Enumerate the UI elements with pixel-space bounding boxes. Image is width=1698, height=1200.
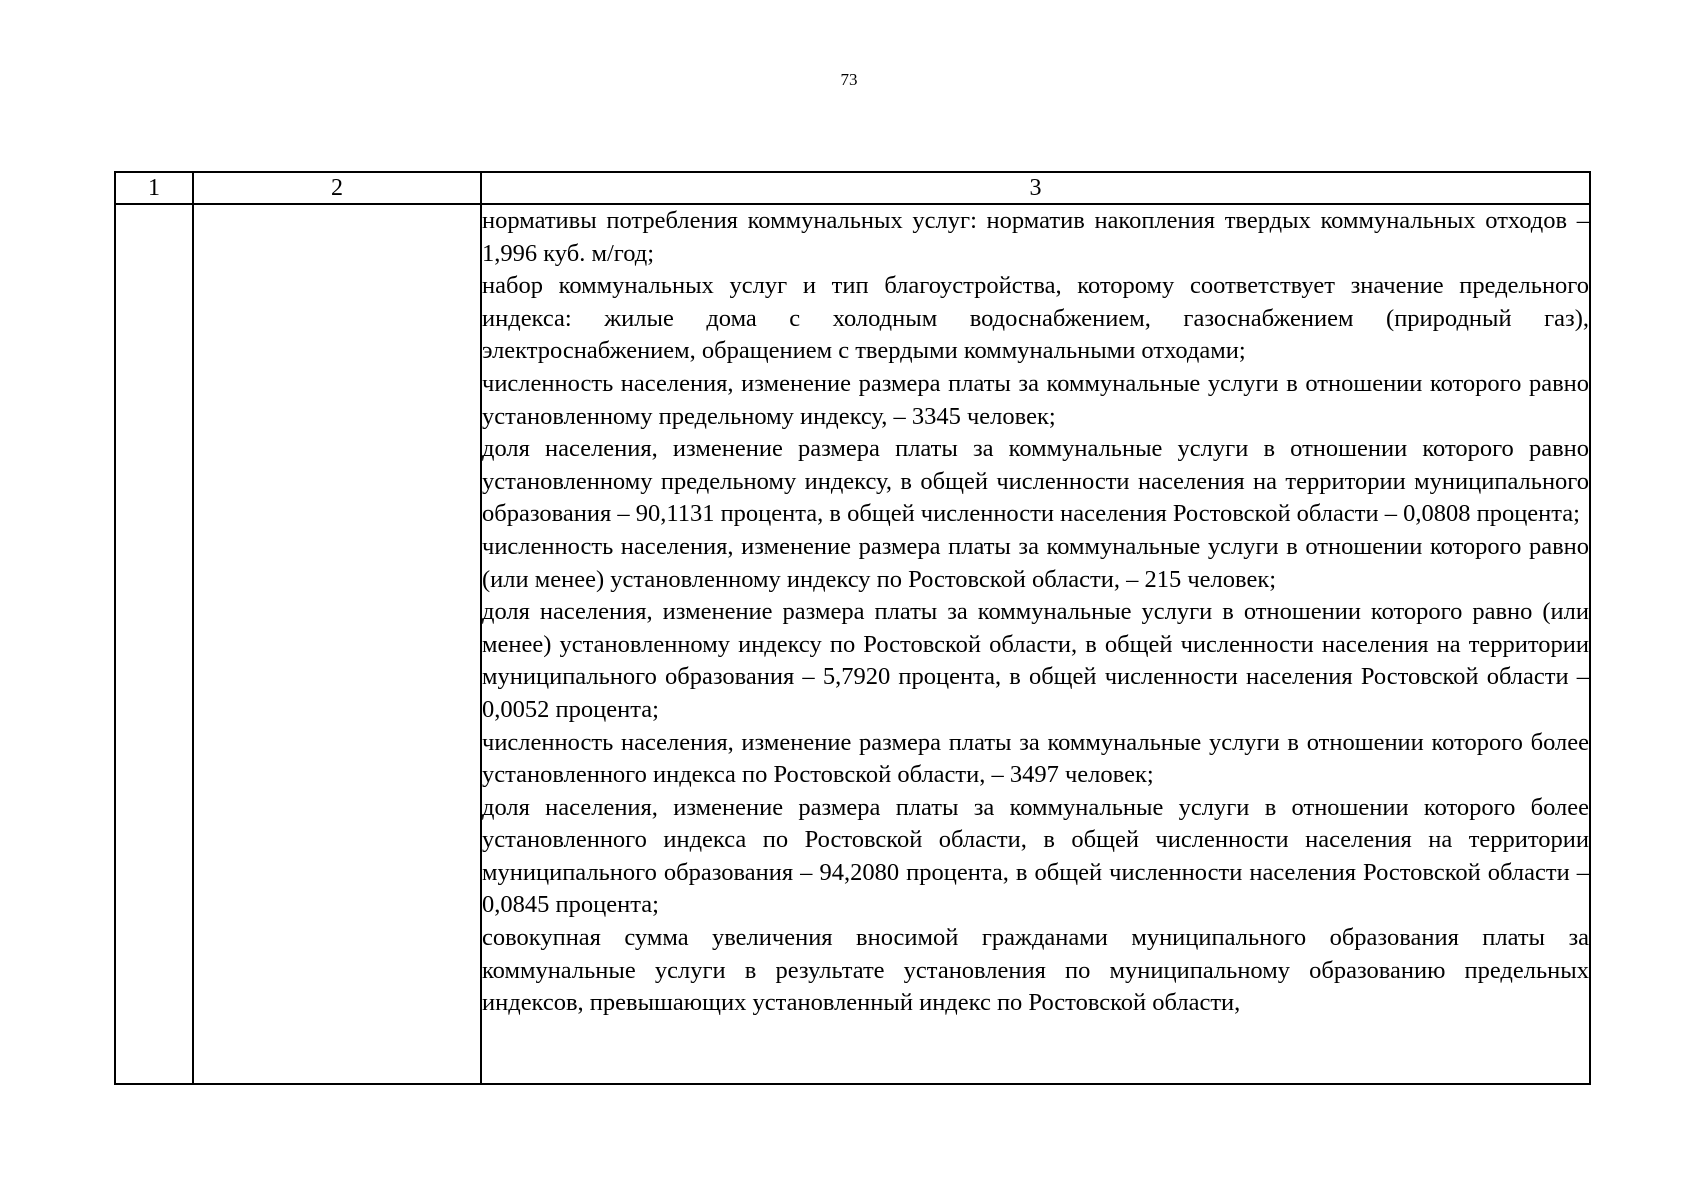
paragraph: доля населения, изменение размера платы за коммунальные услуги в отношении которого равно (или менее) установленному индексу по Ростовской области, в общей численности населения на территории муниципального образования – 5,7920 процента, в общей численности населения Ростовской области – 0,0052 процента;	[482, 598, 1589, 723]
paragraph: численность населения, изменение размера платы за коммунальные услуги в отношении которого равно установленному предельному индексу, – 3345 человек;	[482, 369, 1589, 430]
page-number: 73	[840, 70, 858, 89]
paragraph: численность населения, изменение размера платы за коммунальные услуги в отношении которого равно (или менее) установленному индексу по Ростовской области, – 215 человек;	[482, 532, 1589, 593]
paragraph: набор коммунальных услуг и тип благоустройства, которому соответствует значение предельного индекса: жилые дома с холодным водоснабжением, газоснабжением (природный газ), электроснабжением, обращением с твердыми коммунальными отходами;	[482, 272, 1589, 365]
paragraph: доля населения, изменение размера платы за коммунальные услуги в отношении которого равно установленному предельному индексу, в общей численности населения на территории муниципального образования – 90,1131 процента, в общей численности населения Ростовской области – 0,0808 процента;	[482, 435, 1589, 528]
paragraph: доля населения, изменение размера платы за коммунальные услуги в отношении которого более установленного индекса по Ростовской области, в общей численности населения на территории муниципального образования – 94,2080 процента, в общей численности населения Ростовской области – 0,0845 процента;	[482, 793, 1589, 919]
column-header-2: 2	[193, 172, 481, 204]
column-header-1: 1	[115, 172, 193, 204]
cell-column-1	[115, 204, 193, 1084]
cell-column-2	[193, 204, 481, 1084]
paragraph: нормативы потребления коммунальных услуг: норматив накопления твердых коммунальных отходов – 1,996 куб. м/год;	[482, 207, 1589, 267]
paragraph: численность населения, изменение размера платы за коммунальные услуги в отношении которого более установленного индекса по Ростовской области, – 3497 человек;	[482, 728, 1589, 789]
content-table	[114, 171, 1591, 1085]
cell-column-3	[481, 204, 1590, 1084]
table-header-row	[115, 172, 1590, 204]
paragraph: совокупная сумма увеличения вносимой гражданами муниципального образования платы за коммунальные услуги в результате установления по муниципальному образованию предельных индексов, превышающих установленный индекс по Ростовской области,	[482, 924, 1589, 1017]
column-header-3: 3	[481, 172, 1590, 204]
table-row	[115, 204, 1590, 1084]
